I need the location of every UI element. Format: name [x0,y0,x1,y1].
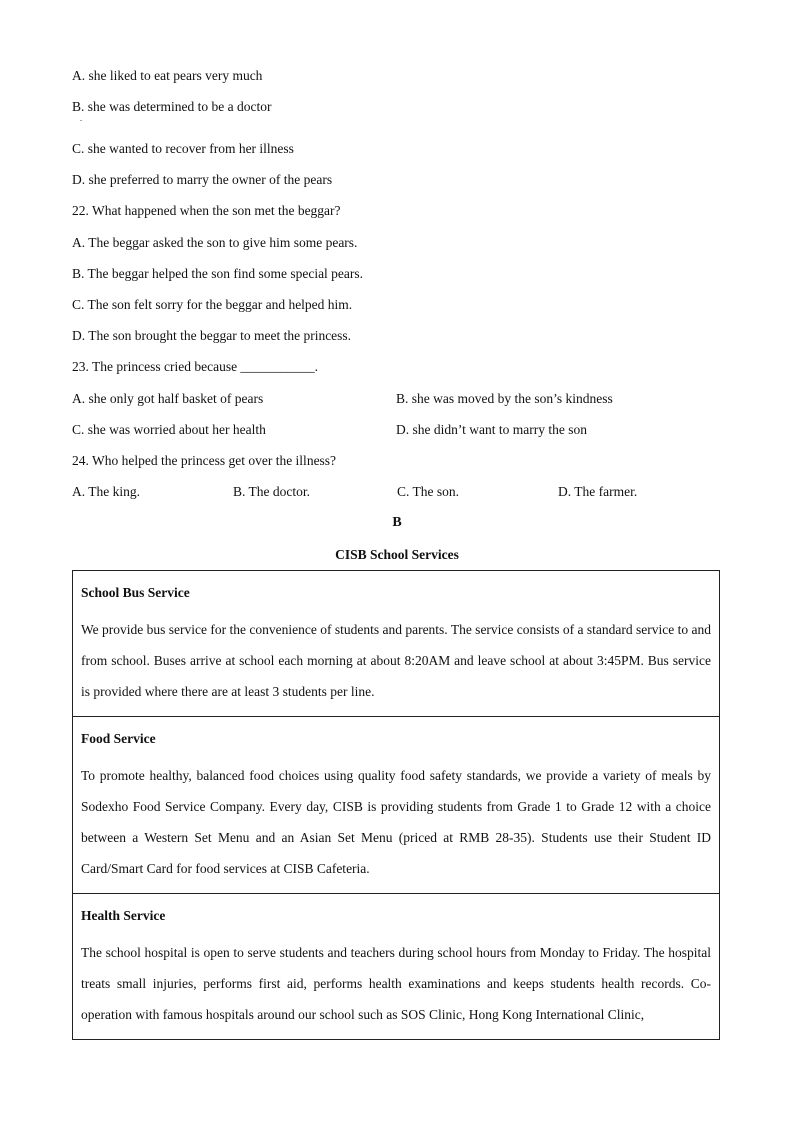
food-service-text: To promote healthy, balanced food choices using quality food safety standards, we provide a variety of meals by Sodexho Food Service Company. Every day, CISB is providing students from Grade 1 to Grade 12 with a choice between a Western Set Menu and an Asian Set Menu (priced at RMB 28-35). Students use their Student ID Card/Smart Card for food services at CISB Cafeteria. [81,768,711,876]
services-table-title: CISB School Services [335,547,459,562]
q21-option-b: B. she was determined to be a doctor [72,99,272,114]
food-service-cell [73,717,719,894]
q23-option-a: A. she only got half basket of pears [72,391,264,406]
bus-service-cell [73,571,719,717]
q24-option-d: D. The farmer. [558,484,638,499]
services-table [72,570,720,1040]
bus-service-heading: School Bus Service [81,585,190,600]
q24-option-b: B. The doctor. [233,484,310,499]
health-service-cell [73,894,719,1039]
q24-stem: 24. Who helped the princess get over the illness? [72,453,337,468]
bus-service-text: We provide bus service for the convenience of students and parents. The service consists of a standard service to and from school. Buses arrive at school each morning at about 8:20AM and leave school at about 3:45PM. Bus service is provided where there are at least 3 students per line. [81,622,711,699]
q23-option-b: B. she was moved by the son’s kindness [396,391,613,406]
food-service-heading: Food Service [81,731,156,746]
q21-option-d: D. she preferred to marry the owner of the pears [72,172,333,187]
q22-option-b: B. The beggar helped the son find some special pears. [72,266,364,281]
q21-option-c: C. she wanted to recover from her illness [72,141,294,156]
q23-stem: 23. The princess cried because ___________. [72,359,319,374]
health-service-text: The school hospital is open to serve students and teachers during school hours from Monday to Friday. The hospital treats small injuries, performs first aid, performs health examinations and keeps students health records. Co-operation with famous hospitals around our school such as SOS Clinic, Hong Kong International Clinic, [81,945,711,1022]
q23-option-c: C. she was worried about her health [72,422,266,437]
section-b-letter: B [392,515,402,530]
q22-option-a: A. The beggar asked the son to give him some pears. [72,235,358,250]
q21-option-a: A. she liked to eat pears very much [72,68,263,83]
stray-mark: . [80,114,82,123]
q22-option-d: D. The son brought the beggar to meet the princess. [72,328,352,343]
q24-option-c: C. The son. [397,484,460,499]
health-service-heading: Health Service [81,908,166,923]
q23-option-d: D. she didn’t want to marry the son [396,422,587,437]
q22-option-c: C. The son felt sorry for the beggar and helped him. [72,297,353,312]
q24-option-a: A. The king. [72,484,140,499]
q22-stem: 22. What happened when the son met the beggar? [72,203,341,218]
